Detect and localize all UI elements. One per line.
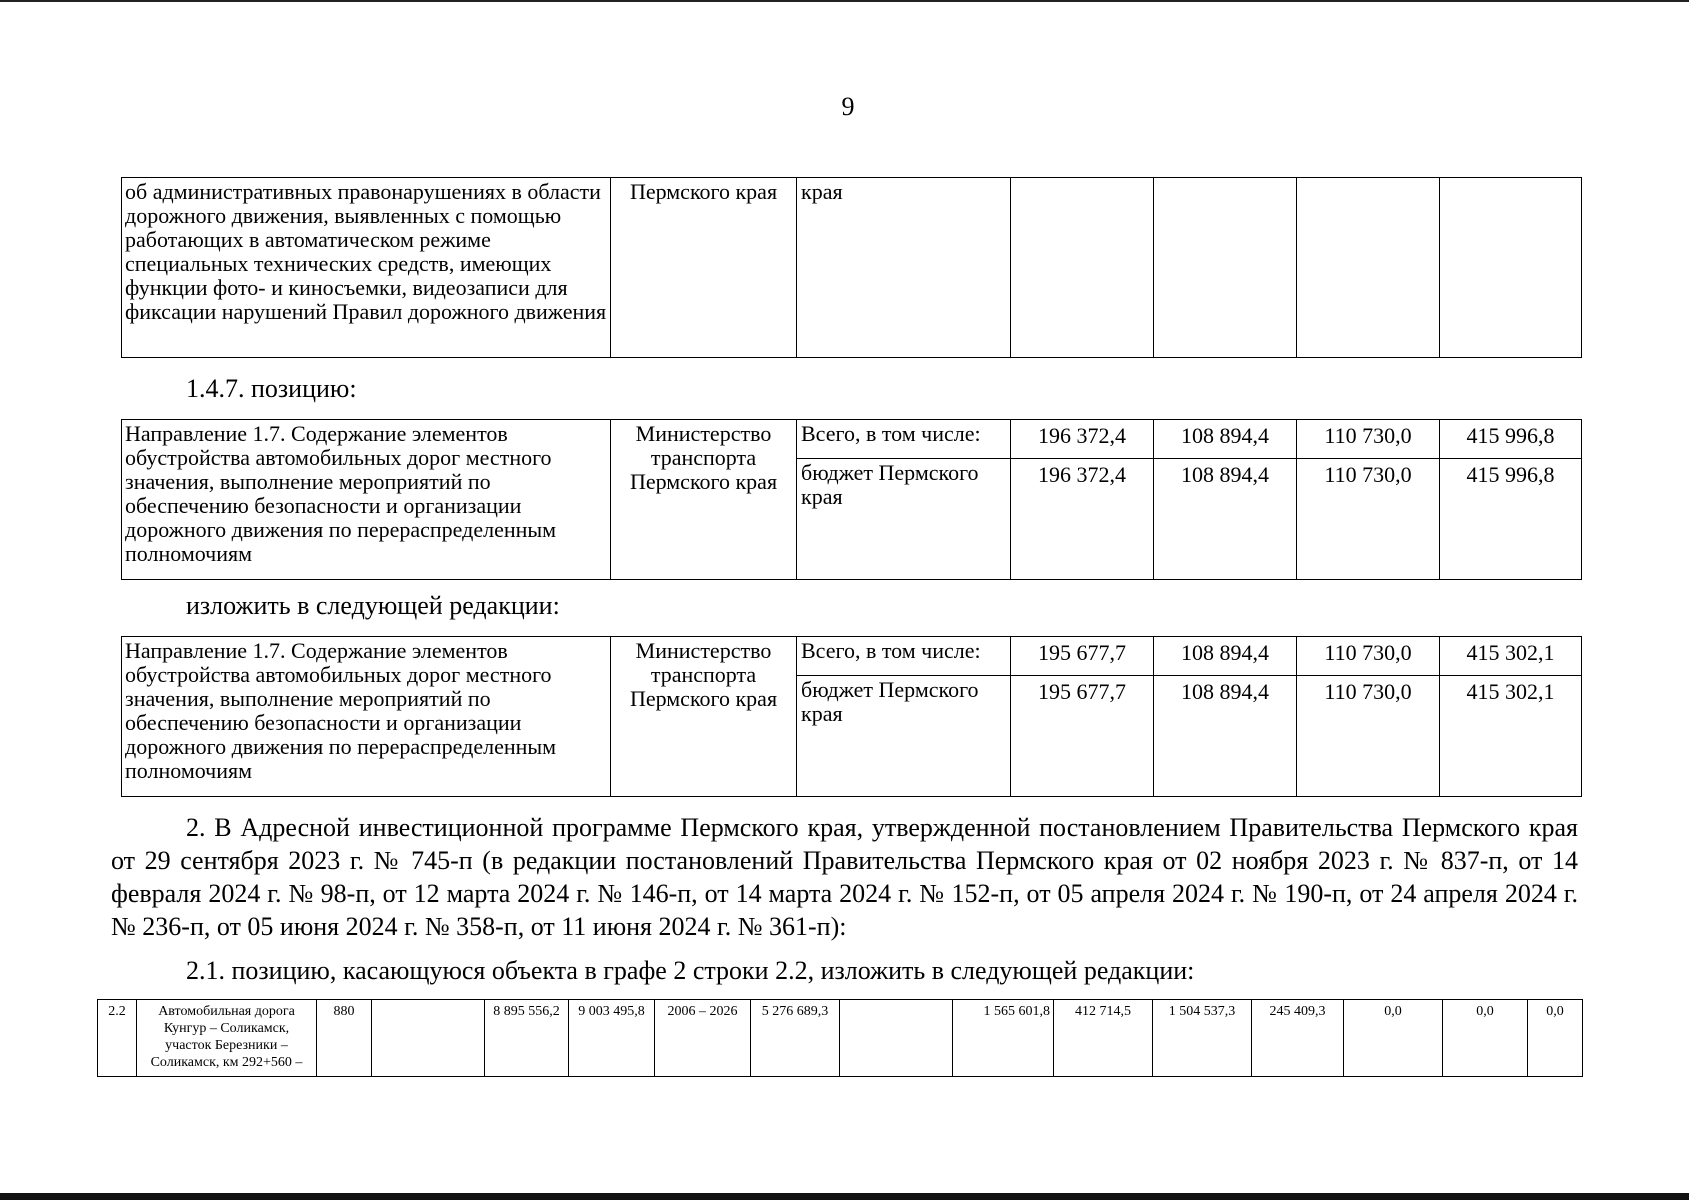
table-cell-source: Всего, в том числе:	[797, 420, 1011, 459]
table-cell-executor: Пермского края	[611, 178, 797, 358]
table-cell-value: 880	[317, 1000, 372, 1077]
table-row	[122, 178, 1582, 358]
table-row	[98, 1000, 1583, 1077]
table-cell-value: 415 302,1	[1440, 637, 1582, 676]
table-cell-number: 2.2	[98, 1000, 137, 1077]
table-cell-value: 0,0	[1344, 1000, 1443, 1077]
table-continuation	[121, 177, 1582, 358]
table-cell-value: 415 996,8	[1440, 459, 1582, 580]
table-cell-source: бюджет Пермского края	[797, 459, 1011, 580]
table-cell-name: Направление 1.7. Содержание элементов обустройства автомобильных дорог местного значения, выполнение мероприятий по обеспечению безопасности и организации дорожного движения по перераспределенным полномочиям	[122, 637, 611, 797]
table-cell-empty	[1154, 178, 1297, 358]
paragraph-investment-program: 2. В Адресной инвестиционной программе Пермского края, утвержденной постановлением Правительства Пермского края от 29 сентября 2023 г. № 745-п (в редакции постановлений Правительства Пермского края от 02 ноября 2023 г. № 837-п, от 14 февраля 2024 г. № 98-п, от 12 марта 2024 г. № 146-п, от 14 марта 2024 г. № 152-п, от 05 апреля 2024 г. № 190-п, от 24 апреля 2024 г. № 236-п, от 05 июня 2024 г. № 358-п, от 11 июня 2024 г. № 361-п):	[111, 813, 1578, 941]
table-cell-value: 110 730,0	[1297, 420, 1440, 459]
table-cell-value: 9 003 495,8	[569, 1000, 655, 1077]
table-cell-empty	[1440, 178, 1582, 358]
scan-edge-bottom	[0, 1193, 1689, 1200]
table-investment-program	[97, 999, 1583, 1077]
table-cell-value: 5 276 689,3	[751, 1000, 840, 1077]
table-cell-empty	[1297, 178, 1440, 358]
table-cell-value: 108 894,4	[1154, 420, 1297, 459]
table-cell-source: бюджет Пермского края	[797, 676, 1011, 797]
section-heading-new-version: изложить в следующей редакции:	[186, 591, 560, 620]
table-cell-value: 195 677,7	[1011, 637, 1154, 676]
table-cell-period: 2006 – 2026	[655, 1000, 751, 1077]
table-cell-value: 412 714,5	[1054, 1000, 1153, 1077]
table-cell-executor: Министерство транспорта Пермского края	[611, 637, 797, 797]
table-cell-value: 415 302,1	[1440, 676, 1582, 797]
table-cell-executor: Министерство транспорта Пермского края	[611, 420, 797, 580]
table-cell-value: 0,0	[1443, 1000, 1528, 1077]
table-cell-name: об административных правонарушениях в области дорожного движения, выявленных с помощью работающих в автоматическом режиме специальных технических средств, имеющих функции фото- и киносъемки, видеозаписи для фиксации нарушений Правил дорожного движения	[122, 178, 611, 358]
table-cell-value: 108 894,4	[1154, 637, 1297, 676]
table-cell-value: 196 372,4	[1011, 420, 1154, 459]
table-cell-name: Направление 1.7. Содержание элементов обустройства автомобильных дорог местного значения, выполнение мероприятий по обеспечению безопасности и организации дорожного движения по перераспределенным полномочиям	[122, 420, 611, 580]
table-cell-value: 110 730,0	[1297, 637, 1440, 676]
scan-edge-top	[0, 0, 1689, 2]
table-cell-object: Автомобильная дорога Кунгур – Соликамск, участок Березники – Соликамск, км 292+560 –	[137, 1000, 317, 1077]
table-cell-value: 196 372,4	[1011, 459, 1154, 580]
paragraph-item-2-1: 2.1. позицию, касающуюся объекта в графе 2 строки 2.2, изложить в следующей редакции:	[186, 956, 1195, 985]
table-cell-empty	[1011, 178, 1154, 358]
table-cell-value: 195 677,7	[1011, 676, 1154, 797]
table-row	[122, 420, 1582, 459]
table-cell-value: 8 895 556,2	[485, 1000, 569, 1077]
table-cell-value: 108 894,4	[1154, 459, 1297, 580]
table-cell-source: Всего, в том числе:	[797, 637, 1011, 676]
page-number: 9	[841, 92, 855, 121]
table-cell-value: 110 730,0	[1297, 676, 1440, 797]
section-heading-position: 1.4.7. позицию:	[186, 374, 357, 403]
table-cell-value: 108 894,4	[1154, 676, 1297, 797]
table-cell-value: 110 730,0	[1297, 459, 1440, 580]
table-cell-value: 1 565 601,8	[953, 1000, 1054, 1077]
table-cell-value: 0,0	[1528, 1000, 1583, 1077]
table-cell-value: 415 996,8	[1440, 420, 1582, 459]
table-new-version	[121, 636, 1582, 797]
table-cell-value: 245 409,3	[1252, 1000, 1344, 1077]
table-cell-source: края	[797, 178, 1011, 358]
table-cell-empty	[840, 1000, 953, 1077]
table-old-version	[121, 419, 1582, 580]
table-cell-empty	[372, 1000, 485, 1077]
table-cell-value: 1 504 537,3	[1153, 1000, 1252, 1077]
table-row	[122, 637, 1582, 676]
